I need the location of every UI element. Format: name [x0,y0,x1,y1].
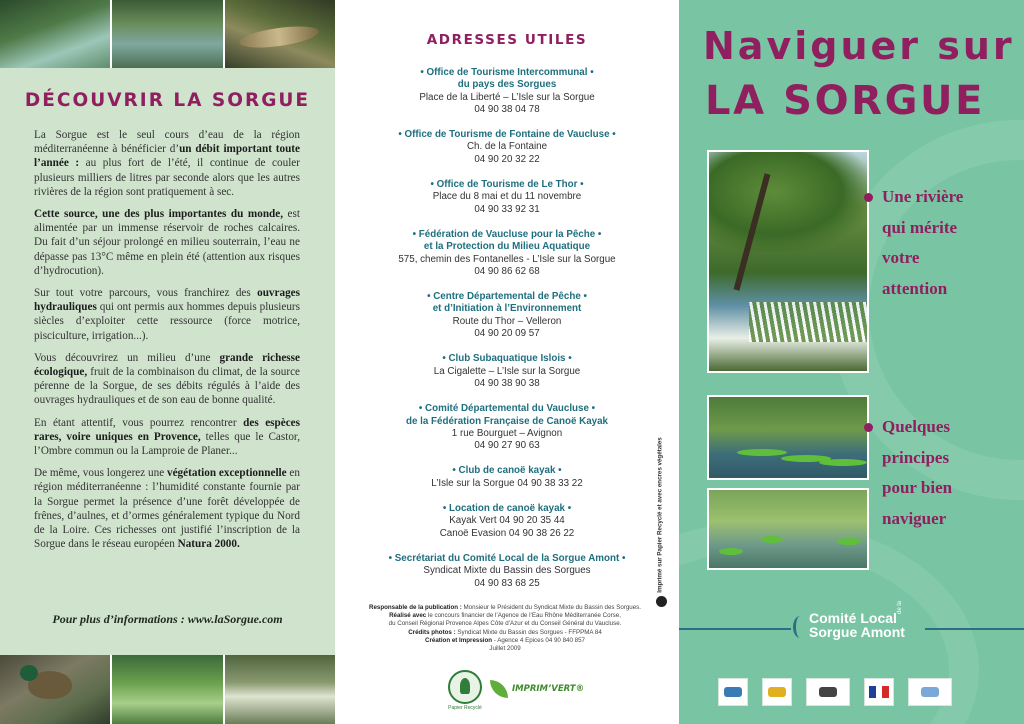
address-entry [335,403,679,452]
credit-text: - Agence 4 Epices 04 90 840 857 [492,636,585,644]
text-run: qui ont permis aux hommes depuis plusieurs siècles d’exploiter cette ressource (force motrice, pisciculture, irrigation...). [34,301,300,342]
address-line: 04 90 38 04 78 [474,103,540,115]
bullet2-line: principes [882,447,950,467]
bold-run: un débit important toute l’année : [34,143,300,170]
bold-run: grande richesse écologique, [34,351,300,379]
kayak-icon [837,538,861,545]
address-name: • Location de canoë kayak • [442,503,572,515]
address-entry [335,179,679,216]
address-line: Place de la Liberté – L’Isle sur la Sorgue [419,91,595,103]
credit-label: Responsable de la publication : [368,604,462,611]
cover-title-line2: LA SORGUE [705,78,986,124]
photo-weir [225,655,335,724]
address-name: • Centre Départemental de Pêche • [427,291,587,303]
tree-icon [460,678,470,694]
wave-icon [793,616,807,638]
recycled-paper-logo [448,670,482,704]
address-line: 04 90 27 90 63 [474,440,540,452]
syndicat-logo [718,678,748,706]
credit-line [355,629,655,637]
kayak-icon [761,536,783,543]
bullet-river-attention [864,182,963,304]
address-line: Place du 8 mai et du 11 novembre [432,191,582,203]
address-name: et la Protection du Milieu Aquatique [423,241,591,253]
credit-line [355,645,655,653]
left-body-text [34,128,300,559]
addresses-title: ADRESSES UTILES [426,32,588,48]
kayak-icon [819,459,867,466]
french-flag-icon [869,686,889,698]
left-paragraph [34,416,300,459]
address-entry [335,129,679,166]
address-name: de la Fédération Française de Canoë Kayak [405,415,608,427]
address-line: 04 90 20 32 22 [474,153,540,165]
address-entry [335,291,679,340]
address-line: Kayak Vert 04 90 20 35 44 [449,515,565,527]
text-run: fruit de la combinaison du climat, de la source pérenne de la Sorgue, de ses débits régulés à l’aide des ouvrages hydrauliques et de son eau de bonne qualité. [34,366,300,407]
left-title: DÉCOUVRIR LA SORGUE [24,90,311,111]
address-line: Route du Thor – Velleron [452,315,562,327]
address-name: • Club de canoë kayak • [452,465,562,477]
text-run: au plus fort de l’été, il continue de couler plusieurs milliers de litres par seconde alors que les autres rivières de la région sont pratiquement à sec. [34,157,300,198]
left-paragraph [34,207,300,278]
credit-line [355,637,655,645]
bullet1-line: attention [882,278,948,298]
left-paragraph [34,351,300,408]
divider-line [679,628,791,630]
middle-panel [335,0,679,724]
bullet1-line: votre [882,248,920,267]
address-line: 1 rue Bourguet – Avignon [451,427,563,439]
logo-mark [724,687,742,697]
bullet2-line: naviguer [882,508,947,528]
address-entry [335,503,679,540]
address-entry [335,353,679,390]
address-name: et d’Initiation à l’Environnement [432,303,582,315]
republique-logo [864,678,894,706]
address-line: 575, chemin des Fontanelles - L’Isle sur la Sorgue [398,253,616,265]
address-name: • Office de Tourisme Intercommunal • [420,67,594,78]
left-paragraph [34,128,300,199]
bullet1-line: qui mérite [882,217,958,237]
address-name: • Comité Départemental du Vaucluse • [418,403,596,415]
credit-label: Réalisé avec [389,612,427,620]
address-name: • Office de Tourisme de Le Thor • [430,179,584,191]
photo-canoes [707,395,869,480]
photo-river-kayaks [707,488,869,570]
photo-river-trees [707,150,869,373]
water-plants [749,302,869,342]
text-run: De même, vous longerez une [34,467,167,480]
kayak-icon [719,548,743,555]
imprim-vert-text: IMPRIM’VERT® [512,684,585,694]
left-panel [0,0,335,724]
address-name: • Fédération de Vaucluse pour la Pêche • [412,228,602,240]
left-paragraph [34,286,300,343]
text-run: Sur tout votre parcours, vous franchirez des [34,287,258,300]
divider-line [925,628,1024,630]
duck-head [20,665,38,681]
comite-line2: Sorgue Amont [809,624,905,640]
logo-mark [819,687,837,697]
credit-text: Juillet 2009 [489,645,521,653]
top-photo-strip [0,0,335,68]
photo-fisherman [112,0,224,68]
text-run: Vous découvrirez un milieu d’une [34,351,220,364]
text-run: La Sorgue est le seul cours d’eau de la région méditerranéenne à bénéficier d’ [34,129,300,156]
photo-river-rocks [0,0,112,68]
comite-small: de la [897,600,903,614]
recycled-paper-logo-label: Papier Recyclé [448,705,482,711]
address-list [335,67,679,603]
text-run: telles que le Castor, l’Ombre commun ou la Lamproie de Planer... [34,430,300,458]
fish-icon [238,23,320,52]
credit-line [355,620,655,628]
address-line: 04 90 20 09 57 [474,328,540,340]
comite-line1: Comité Local [809,610,897,626]
bullet1-line: Une rivière [882,187,964,206]
text-run: en région méditerranéenne : l’humidité constante fournie par la Sorgue permet la présence d’une forêt développée de frênes, d’aulnes, et d’ormes généralement typique du Nord de la Loire. Ces richesses ont justifié l’inscription de la Sorgue dans le réseau européen [34,467,300,551]
recycled-paper-text: Imprimé sur Papier Recyclé et avec encres végétales [656,437,664,593]
leaf-icon [490,680,508,698]
address-entry [335,465,679,490]
credit-text: Syndicat Mixte du Bassin des Sorgues - FFPPMA 84 [455,628,602,636]
credit-line [355,612,655,620]
bottom-photo-strip [0,655,335,724]
address-entry [335,67,679,116]
address-line: 04 90 38 90 38 [474,377,540,389]
credit-text: Monsieur le Président du Syndicat Mixte du Bassin des Sorgues. [461,604,641,611]
text-run: En étant attentif, vous pourrez rencontrer [34,416,244,429]
tree-crown [709,152,869,252]
agence-eau-logo [908,678,952,706]
address-entry [335,229,679,278]
address-name: • Club Subaquatique Islois • [442,353,572,365]
region-logo [762,678,792,706]
address-line: 04 90 86 62 68 [474,265,540,277]
credit-text: le concours financier de l’Agence de l’Eau Rhône Méditerranée Corse, [426,612,621,620]
photo-trout [225,0,335,68]
bold-run: Cette source, une des plus importantes du monde, [34,208,284,221]
left-paragraph [34,466,300,551]
recycle-icon [656,596,667,607]
address-line: 04 90 83 68 25 [474,577,540,589]
more-info-link[interactable]: Pour plus d’informations : www.laSorgue.com [52,612,283,626]
address-line: Syndicat Mixte du Bassin des Sorgues [423,565,591,577]
bullet-navigation-principles [864,412,952,534]
bullet2-line: Quelques [882,417,951,436]
credit-line [355,604,655,612]
partner-logos [718,678,988,708]
bold-run: des espèces rares, voire uniques en Provence, [34,416,300,443]
logo-mark [768,687,786,697]
address-name: • Office de Tourisme de Fontaine de Vaucluse • [398,129,616,141]
logo-mark [921,687,939,697]
address-name: • Secrétariat du Comité Local de la Sorgue Amont • [388,552,626,564]
cover-title-line1: Naviguer sur [703,24,1015,68]
address-entry [335,553,679,590]
address-line: La Cigalette – L’Isle sur la Sorgue [433,365,581,377]
bullet2-line: pour bien [882,478,953,497]
comite-local-logo [793,600,923,650]
address-name: du pays des Sorgues [457,79,557,91]
bold-run: ouvrages hydrauliques [34,287,300,314]
bold-run: Natura 2000. [177,538,240,551]
address-line: Canoë Evasion 04 90 38 26 22 [439,527,575,539]
address-line: Ch. de la Fontaine [466,141,548,153]
credit-label: Création et Impression [425,636,493,644]
imprim-vert-logo [490,680,584,698]
bold-run: végétation exceptionnelle [167,467,287,480]
kayak-icon [737,449,787,456]
photo-kayaker [112,655,224,724]
address-line: 04 90 33 92 31 [474,203,540,215]
credit-text: du Conseil Régional Provence Alpes Côte d’Azur et du Conseil Général du Vaucluse. [388,620,622,628]
credit-label: Crédits photos : [408,628,456,636]
recycled-paper-note [651,420,669,610]
text-run: est alimentée par un immense réservoir de roches calcaires. Du fait d’un séjour prolongé en milieu souterrain, l’eau ne dépasse pas 13°C même en plein été (attention aux risques d’hydrocution). [34,208,300,277]
publication-credits [355,604,655,653]
address-line: L’Isle sur la Sorgue 04 90 38 33 22 [431,477,583,489]
photo-duck [0,655,112,724]
departement-logo [806,678,850,706]
